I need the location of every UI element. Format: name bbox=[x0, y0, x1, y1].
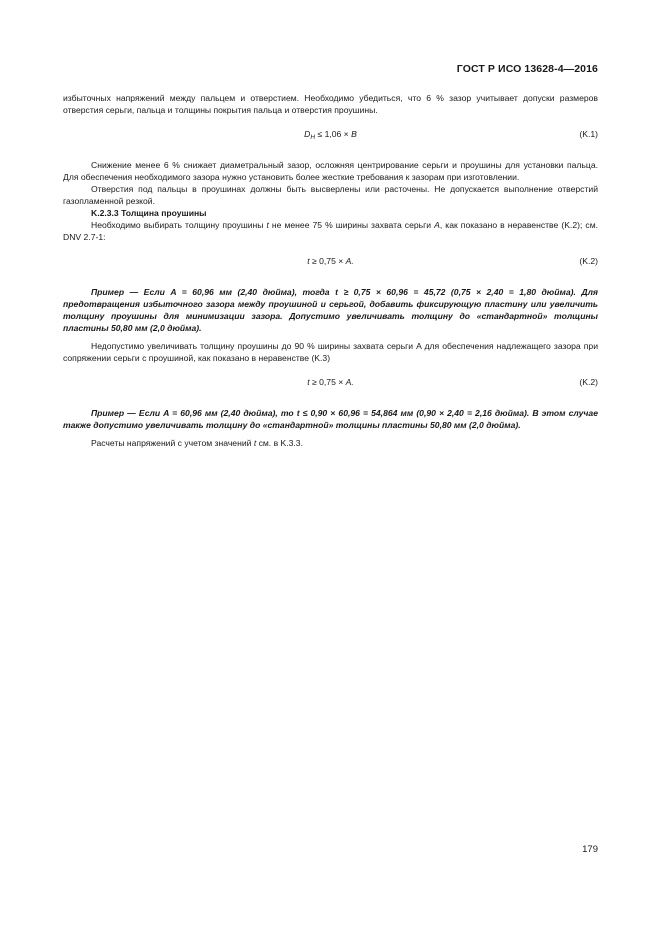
example-2: Пример — Если A = 60,96 мм (2,40 дюйма), то t ≤ 0,90 × 60,96 = 54,864 мм (0,90 × 2,40 = 2,16 дюйма). В этом случае также допустимо увеличивать толщину до «стандартной» толщины пластины 50,80 мм (2,0 дюйма). bbox=[63, 408, 598, 430]
document-code-header: ГОСТ Р ИСО 13628-4—2016 bbox=[456, 63, 598, 75]
formula-k3-number: (K.2) bbox=[579, 377, 598, 387]
formula-k2-number: (K.2) bbox=[579, 256, 598, 266]
formula-k3 bbox=[63, 376, 598, 388]
page-number: 179 bbox=[582, 844, 598, 855]
paragraph-clearance-reduction: Снижение менее 6 % снижает диаметральный зазор, осложняя центрирование серьги и проушины для установки пальца. Для обеспечения необходимого зазора нужно установить более жесткие требования к зазорам при изготовлении. bbox=[63, 160, 598, 182]
paragraph-drilled-holes: Отверстия под пальцы в проушинах должны быть высверлены или расточены. Не допускается выполнение отверстий газопламенной резкой. bbox=[63, 184, 598, 206]
formula-k1-number: (K.1) bbox=[579, 129, 598, 139]
paragraph-lug-thickness: Необходимо выбирать толщину проушины t не менее 75 % ширины захвата серьги A, как показано в неравенстве (K.2); см. DNV 2.7-1: bbox=[63, 220, 598, 242]
page-content bbox=[63, 92, 598, 449]
formula-k1-expression: $D_H \le 1,06 \times B$ bbox=[304, 129, 357, 141]
formula-k1 bbox=[63, 128, 598, 140]
formula-k2 bbox=[63, 255, 598, 267]
formula-k3-expression: t ≥ 0,75 × A. bbox=[307, 377, 354, 387]
paragraph-clearance-continued: избыточных напряжений между пальцем и отверстием. Необходимо убедиться, что 6 % зазор учитывает допуски размеров отверстия серьги, пальца и толщины покрытия пальца и отверстия проушины. bbox=[63, 93, 598, 115]
formula-k2-expression: t ≥ 0,75 × A. bbox=[307, 256, 354, 266]
section-heading-k2-3-3: K.2.3.3 Толщина проушины bbox=[91, 208, 207, 218]
example-1: Пример — Если A = 60,96 мм (2,40 дюйма), тогда t ≥ 0,75 × 60,96 = 45,72 (0,75 × 2,40 = 1,80 дюйма). Для предотвращения избыточного зазора между проушиной и серьгой, добавить фиксирующую пластину или увеличить толщину проушины для минимизации зазора. Допустимо увеличивать толщину до «стандартной» толщины пластины 50,80 мм (2,0 дюйма). bbox=[63, 287, 598, 333]
paragraph-ninety-percent: Недопустимо увеличивать толщину проушины до 90 % ширины захвата серьги A для обеспечения надлежащего зазора при сопряжении серьги с проушиной, как показано в неравенстве (K.3) bbox=[63, 341, 598, 363]
paragraph-stress-reference: Расчеты напряжений с учетом значений t см. в K.3.3. bbox=[91, 438, 303, 448]
